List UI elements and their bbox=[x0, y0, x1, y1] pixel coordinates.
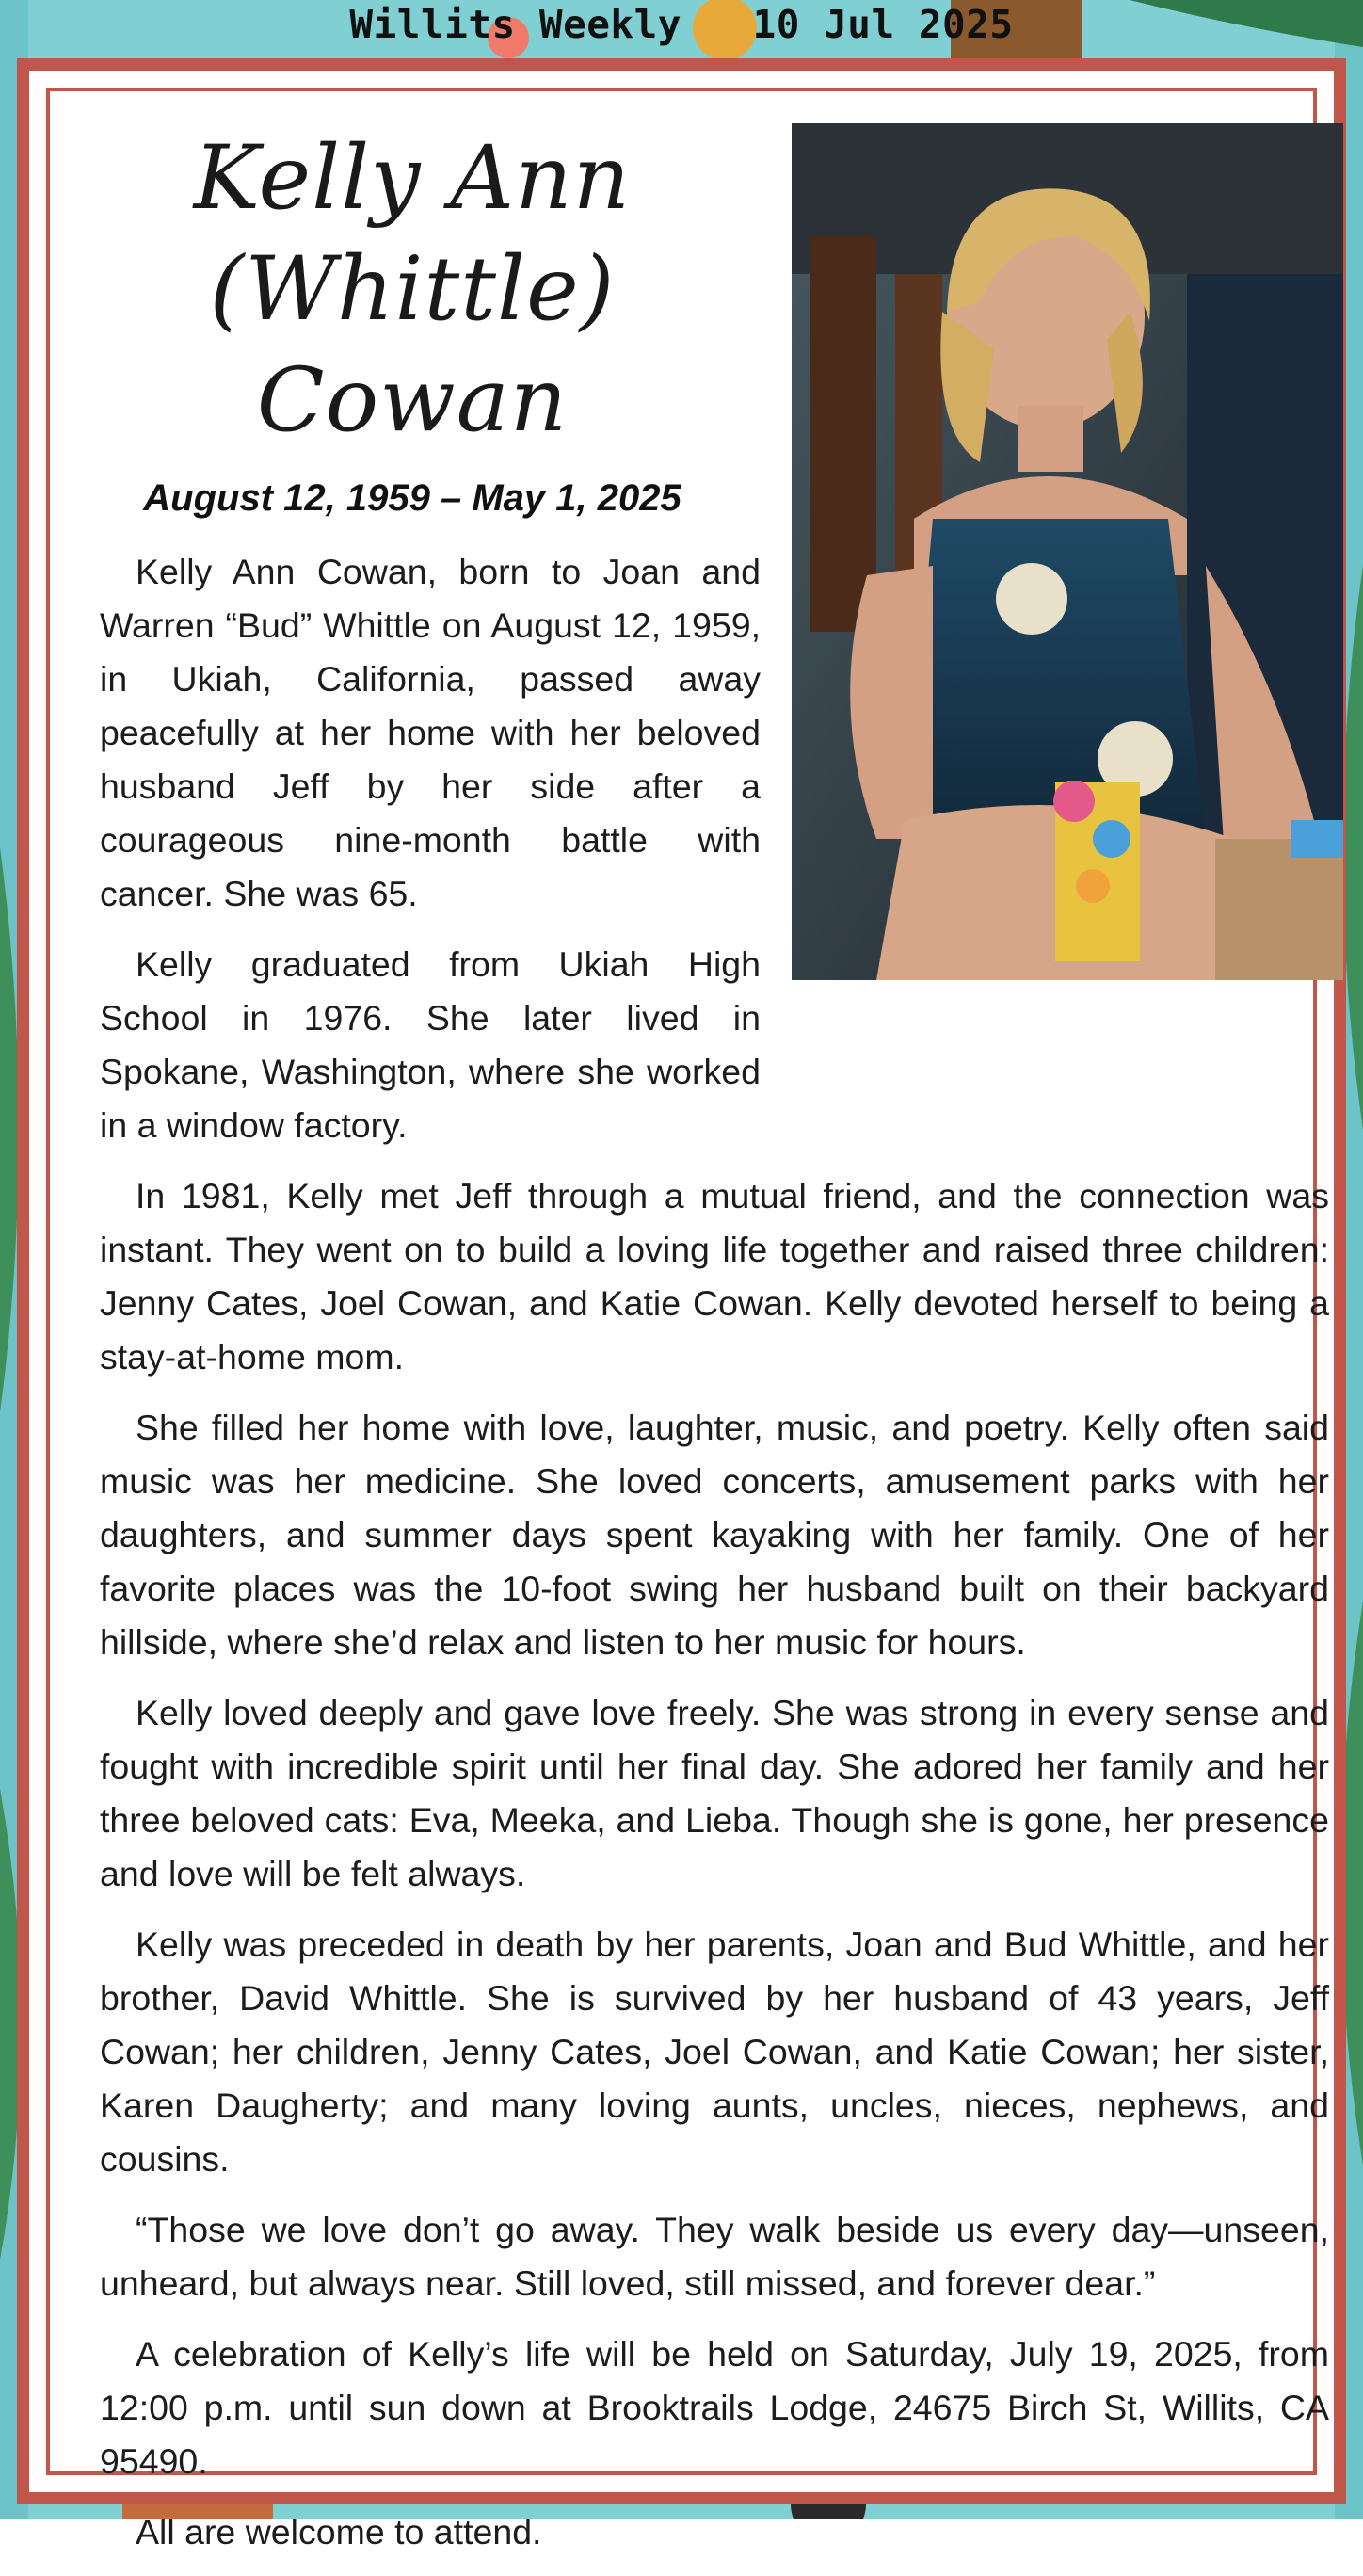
obituary-inner-frame bbox=[46, 88, 1329, 2552]
photo-wrap-spacer bbox=[761, 545, 1329, 1057]
masthead bbox=[0, 0, 1363, 55]
deceased-name bbox=[88, 123, 737, 457]
paragraph-education: Kelly graduated from Ukiah High School in 1976. She later lived in Spokane, Washington, where she worked in a window factory. bbox=[100, 944, 761, 1145]
paragraph-welcome: All are welcome to attend. bbox=[136, 2512, 542, 2552]
paragraph-character: Kelly loved deeply and gave love freely. She was strong in every sense and fought with incredible spirit until her final day. She adored her family and her three beloved cats: Eva, Meeka, and Lieba. Though she is gone, her presence and love will be felt always. bbox=[100, 1693, 1329, 1893]
name-line-maiden: (Whittle) bbox=[209, 238, 616, 341]
paragraph-marriage: In 1981, Kelly met Jeff through a mutual friend, and the connection was instant. They went on to build a loving life together and raised three children: Jenny Cates, Joel Cowan, and Katie Cowan. Kelly devoted herself to being a stay-at-home mom. bbox=[100, 1176, 1329, 1377]
masthead-publication: Willits Weekly bbox=[349, 2, 682, 47]
obituary-body bbox=[100, 545, 1329, 2576]
paragraph-celebration: A celebration of Kelly’s life will be held on Saturday, July 19, 2025, from 12:00 p.m. until sun down at Brooktrails Lodge, 24675 Birch St, Willits, CA 95490. bbox=[100, 2334, 1329, 2481]
paragraph-survivors: Kelly was preceded in death by her parents, Joan and Bud Whittle, and her brother, David Whittle. She is survived by her husband of 43 years, Jeff Cowan; her children, Jenny Cates, Joel Cowan, and Katie Cowan; her sister, Karen Daugherty; and many loving aunts, uncles, nieces, nephews, and cousins. bbox=[100, 1924, 1329, 2179]
obituary-frame bbox=[17, 58, 1346, 2552]
paragraph-birth: Kelly Ann Cowan, born to Joan and Warren “Bud” Whittle on August 12, 1959, in Ukiah, California, passed away peacefully at her home with her beloved husband Jeff by her side after a courageous nine-month battle with cancer. She was 65. bbox=[100, 552, 761, 913]
name-line-last: Cowan bbox=[256, 349, 569, 452]
name-line-first: Kelly Ann bbox=[193, 127, 632, 230]
masthead-date: 10 Jul 2025 bbox=[752, 2, 1014, 47]
paragraph-quote: “Those we love don’t go away. They walk beside us every day—unseen, unheard, but always near. Still loved, still missed, and forever dear.” bbox=[100, 2210, 1329, 2303]
paragraph-home-life: She filled her home with love, laughter, music, and poetry. Kelly often said music was her medicine. She loved concerts, amusement parks with her daughters, and summer days spent kayaking with her family. One of her favorite places was the 10-foot swing her husband built on their backyard hillside, where she’d relax and listen to her music for hours. bbox=[100, 1408, 1329, 1662]
life-dates: August 12, 1959 – May 1, 2025 bbox=[143, 477, 682, 519]
